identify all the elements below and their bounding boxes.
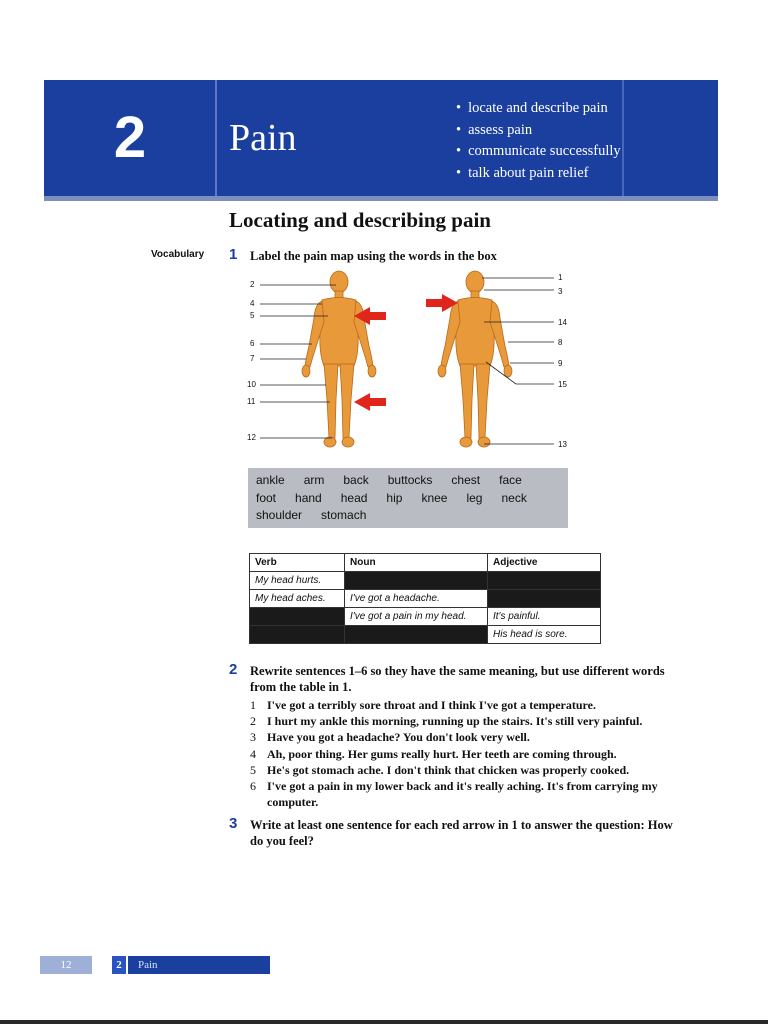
diagram-label: 3: [558, 287, 563, 296]
footer-unit-number: 2: [112, 956, 126, 974]
table-cell-blank: [488, 590, 601, 608]
page-bottom-edge: [0, 1020, 768, 1024]
exercise-2-instruction-line2: from the table in 1.: [250, 680, 352, 694]
word-box-item: leg: [466, 490, 483, 505]
sentence-text: Ah, poor thing. Her gums really hurt. Her teeth are coming through.: [267, 746, 617, 761]
sentence-text: He's got stomach ache. I don't think that chicken was properly cooked.: [267, 762, 630, 777]
list-item: [250, 729, 690, 745]
exercise-1-instruction: Label the pain map using the words in the box: [250, 249, 497, 263]
table-cell-blank: [488, 572, 601, 590]
exercise-3-instruction-line2: do you feel?: [250, 834, 314, 848]
sentence-number: 4: [250, 746, 256, 761]
diagram-label: 2: [250, 280, 255, 289]
table-cell: It's painful.: [488, 608, 601, 626]
word-box-item: neck: [501, 490, 527, 505]
page-number: 12: [40, 956, 92, 974]
table-cell: I've got a headache.: [345, 590, 488, 608]
goal-item: • talk about pain relief: [456, 163, 621, 185]
diagram-label: 8: [558, 338, 563, 347]
table-header: Adjective: [488, 554, 601, 572]
table-row: [250, 572, 601, 590]
table-cell: I've got a pain in my head.: [345, 608, 488, 626]
diagram-label: 1: [558, 273, 563, 282]
footer-unit-tab: [112, 956, 270, 974]
sentence-number: 1: [250, 698, 256, 712]
word-box-item: head: [340, 490, 368, 505]
body-figure-back: [438, 271, 512, 447]
sentence-text: I've got a terribly sore throat and I think I've got a temperature.: [267, 698, 596, 712]
exercise-1-number: 1: [229, 246, 238, 263]
word-box-row: [256, 490, 560, 508]
exercise-3-number: 3: [229, 815, 238, 832]
table-cell-blank: [250, 608, 345, 626]
diagram-label: 9: [558, 359, 563, 368]
exercise-2-instruction-line1: Rewrite sentences 1–6 so they have the same meaning, but use different words: [250, 664, 665, 678]
word-box: [248, 468, 568, 528]
unit-title: Pain: [229, 117, 297, 159]
word-box-item: hip: [386, 490, 403, 505]
list-item: [250, 762, 690, 778]
banner-divider: [622, 80, 624, 198]
sentence-number: 2: [250, 714, 256, 729]
red-arrow-icon: [354, 393, 386, 411]
word-box-item: stomach: [321, 508, 367, 522]
table-cell-blank: [345, 626, 488, 644]
footer-divider: [126, 956, 128, 974]
list-item: [250, 713, 690, 729]
sentence-text: I've got a pain in my lower back and it's really aching. It's from carrying my: [267, 779, 658, 794]
body-figure-front: [302, 271, 376, 447]
table-cell-blank: [345, 572, 488, 590]
sentence-text: I hurt my ankle this morning, running up the stairs. It's still very painful.: [267, 714, 643, 729]
table-header: Noun: [345, 554, 488, 572]
pain-map-diagram: [246, 266, 576, 458]
diagram-label: 6: [250, 339, 255, 348]
diagram-label: 4: [250, 299, 255, 308]
table-header-row: [250, 554, 601, 572]
word-box-item: arm: [303, 473, 325, 487]
table-row: [250, 626, 601, 644]
diagram-label: 10: [247, 380, 256, 389]
table-row: [250, 590, 601, 608]
word-box-item: buttocks: [387, 473, 433, 487]
exercise-3-instruction-line1: Write at least one sentence for each red arrow in 1 to answer the question: How: [250, 818, 673, 832]
sentence-text-continued: computer.: [267, 795, 319, 810]
word-box-item: hand: [295, 490, 322, 505]
exercise-2-sentence-list: [250, 697, 690, 810]
table-cell-blank: [250, 626, 345, 644]
word-box-item: face: [499, 473, 522, 487]
table-cell: My head hurts.: [250, 572, 345, 590]
word-box-item: shoulder: [256, 508, 303, 522]
sentence-text: Have you got a headache? You don't look very well.: [267, 730, 530, 745]
verb-noun-adjective-table: [249, 553, 601, 644]
goal-item: • communicate successfully: [456, 141, 621, 163]
list-item: [250, 778, 690, 810]
diagram-label: 12: [247, 433, 256, 442]
word-box-row: [256, 507, 560, 525]
table-header: Verb: [250, 554, 345, 572]
sentence-number: 5: [250, 762, 256, 777]
unit-goals-list: [456, 98, 621, 184]
exercise-2-number: 2: [229, 661, 238, 678]
goal-item: • assess pain: [456, 120, 621, 142]
diagram-label: 14: [558, 318, 567, 327]
list-item: [250, 697, 690, 713]
word-box-item: back: [343, 473, 369, 487]
table-cell: My head aches.: [250, 590, 345, 608]
banner-underline: [44, 196, 718, 201]
unit-number: 2: [113, 105, 147, 170]
diagram-label: 11: [247, 397, 256, 406]
diagram-label: 7: [250, 354, 255, 363]
sentence-number: 3: [250, 730, 256, 745]
goal-item: • locate and describe pain: [456, 98, 621, 120]
table-row: [250, 608, 601, 626]
section-title: Locating and describing pain: [229, 208, 491, 232]
diagram-label: 15: [558, 380, 567, 389]
vocabulary-label: Vocabulary: [151, 249, 205, 260]
word-box-item: chest: [451, 473, 481, 487]
word-box-item: foot: [256, 490, 277, 505]
diagram-label: 5: [250, 311, 255, 320]
list-item: [250, 746, 690, 762]
word-box-row: [256, 472, 560, 490]
banner-divider: [215, 80, 217, 198]
word-box-item: ankle: [256, 473, 285, 487]
diagram-label: 13: [558, 440, 567, 449]
sentence-number: 6: [250, 779, 256, 794]
word-box-item: knee: [421, 490, 448, 505]
table-cell: His head is sore.: [488, 626, 601, 644]
footer-unit-title: Pain: [138, 959, 158, 971]
